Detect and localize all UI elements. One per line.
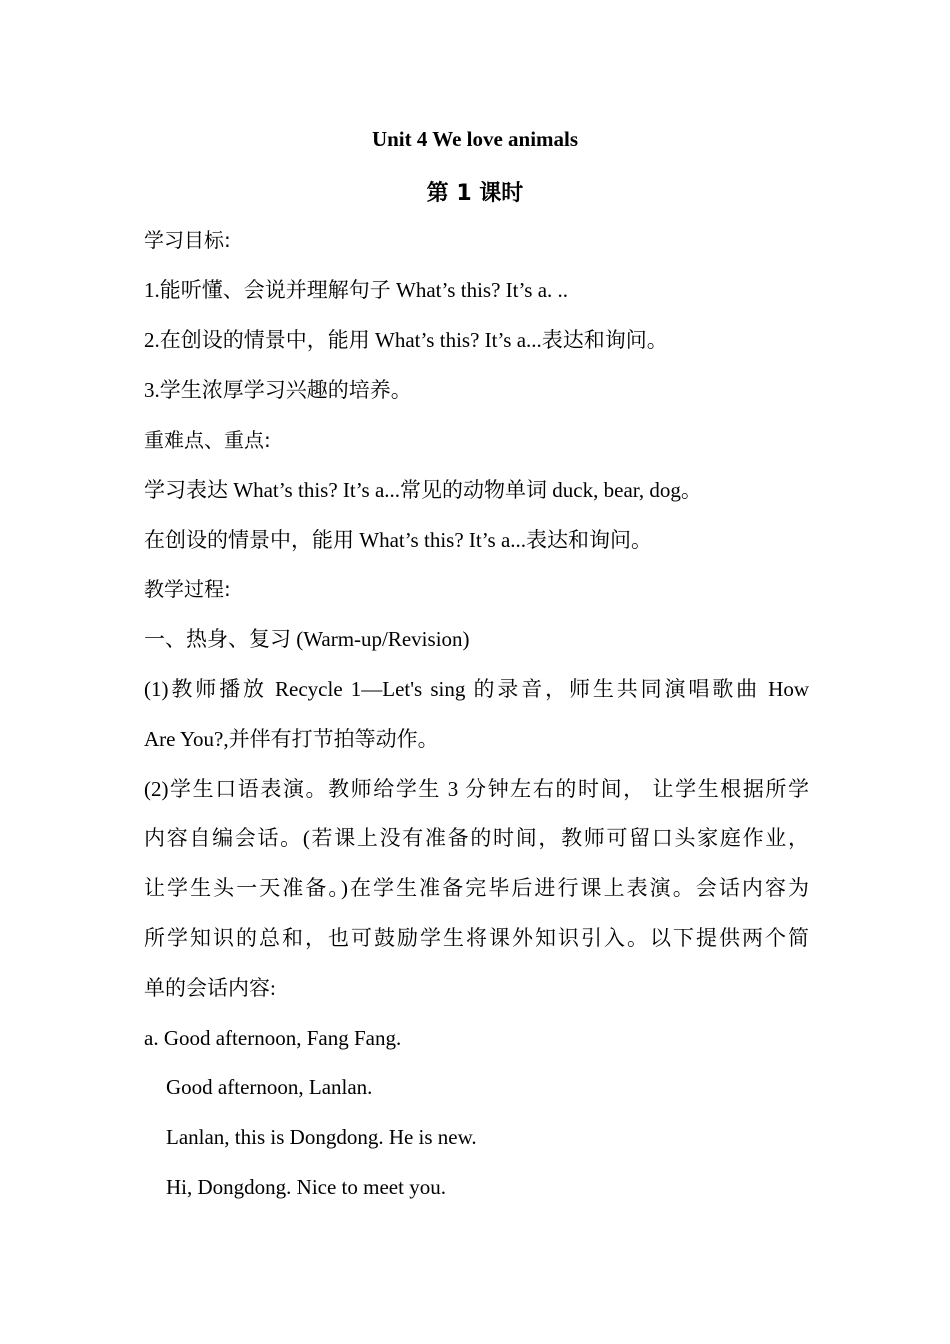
key-point-item: 学习表达 What’s this? It’s a...常见的动物单词 duck, bear, dog。 [144, 478, 702, 502]
section-heading: 一、热身、复习 (Warm-up/Revision) [144, 627, 470, 651]
dialogue-line: Good afternoon, Lanlan. [166, 1075, 373, 1099]
lesson-title: 第 1 课时 [426, 181, 524, 206]
step-paragraph-line: 所学知识的总和，也可鼓励学生将课外知识引入。以下提供两个简 [144, 926, 809, 950]
step-paragraph-line: Are You?,并伴有打节拍等动作。 [144, 727, 439, 751]
step-paragraph-line: 单的会话内容: [144, 976, 276, 1000]
dialogue-line: Hi, Dongdong. Nice to meet you. [166, 1175, 446, 1199]
objective-item: 1.能听懂、会说并理解句子 What’s this? It’s a. .. [144, 278, 569, 302]
key-points-heading: 重难点、重点: [144, 428, 271, 452]
document-title: Unit 4 We love animals [371, 127, 579, 151]
objective-item: 3.学生浓厚学习兴趣的培养。 [144, 378, 412, 402]
key-point-item: 在创设的情景中，能用 What’s this? It’s a...表达和询问。 [144, 528, 653, 552]
step-paragraph-line: (1)教师播放 Recycle 1—Let's sing 的录音，师生共同演唱歌曲 How [144, 677, 809, 701]
process-heading: 教学过程: [144, 577, 231, 601]
objective-item: 2.在创设的情景中，能用 What’s this? It’s a...表达和询问。 [144, 328, 668, 352]
dialogue-line: Lanlan, this is Dongdong. He is new. [166, 1125, 477, 1149]
objectives-heading: 学习目标: [144, 228, 231, 252]
dialogue-line: a. Good afternoon, Fang Fang. [144, 1026, 402, 1050]
step-paragraph-line: 内容自编会话。(若课上没有准备的时间，教师可留口头家庭作业， [144, 826, 809, 850]
step-paragraph-line: 让学生头一天准备。)在学生准备完毕后进行课上表演。会话内容为 [144, 876, 809, 900]
step-paragraph-line: (2)学生口语表演。教师给学生 3 分钟左右的时间， 让学生根据所学 [144, 777, 809, 801]
